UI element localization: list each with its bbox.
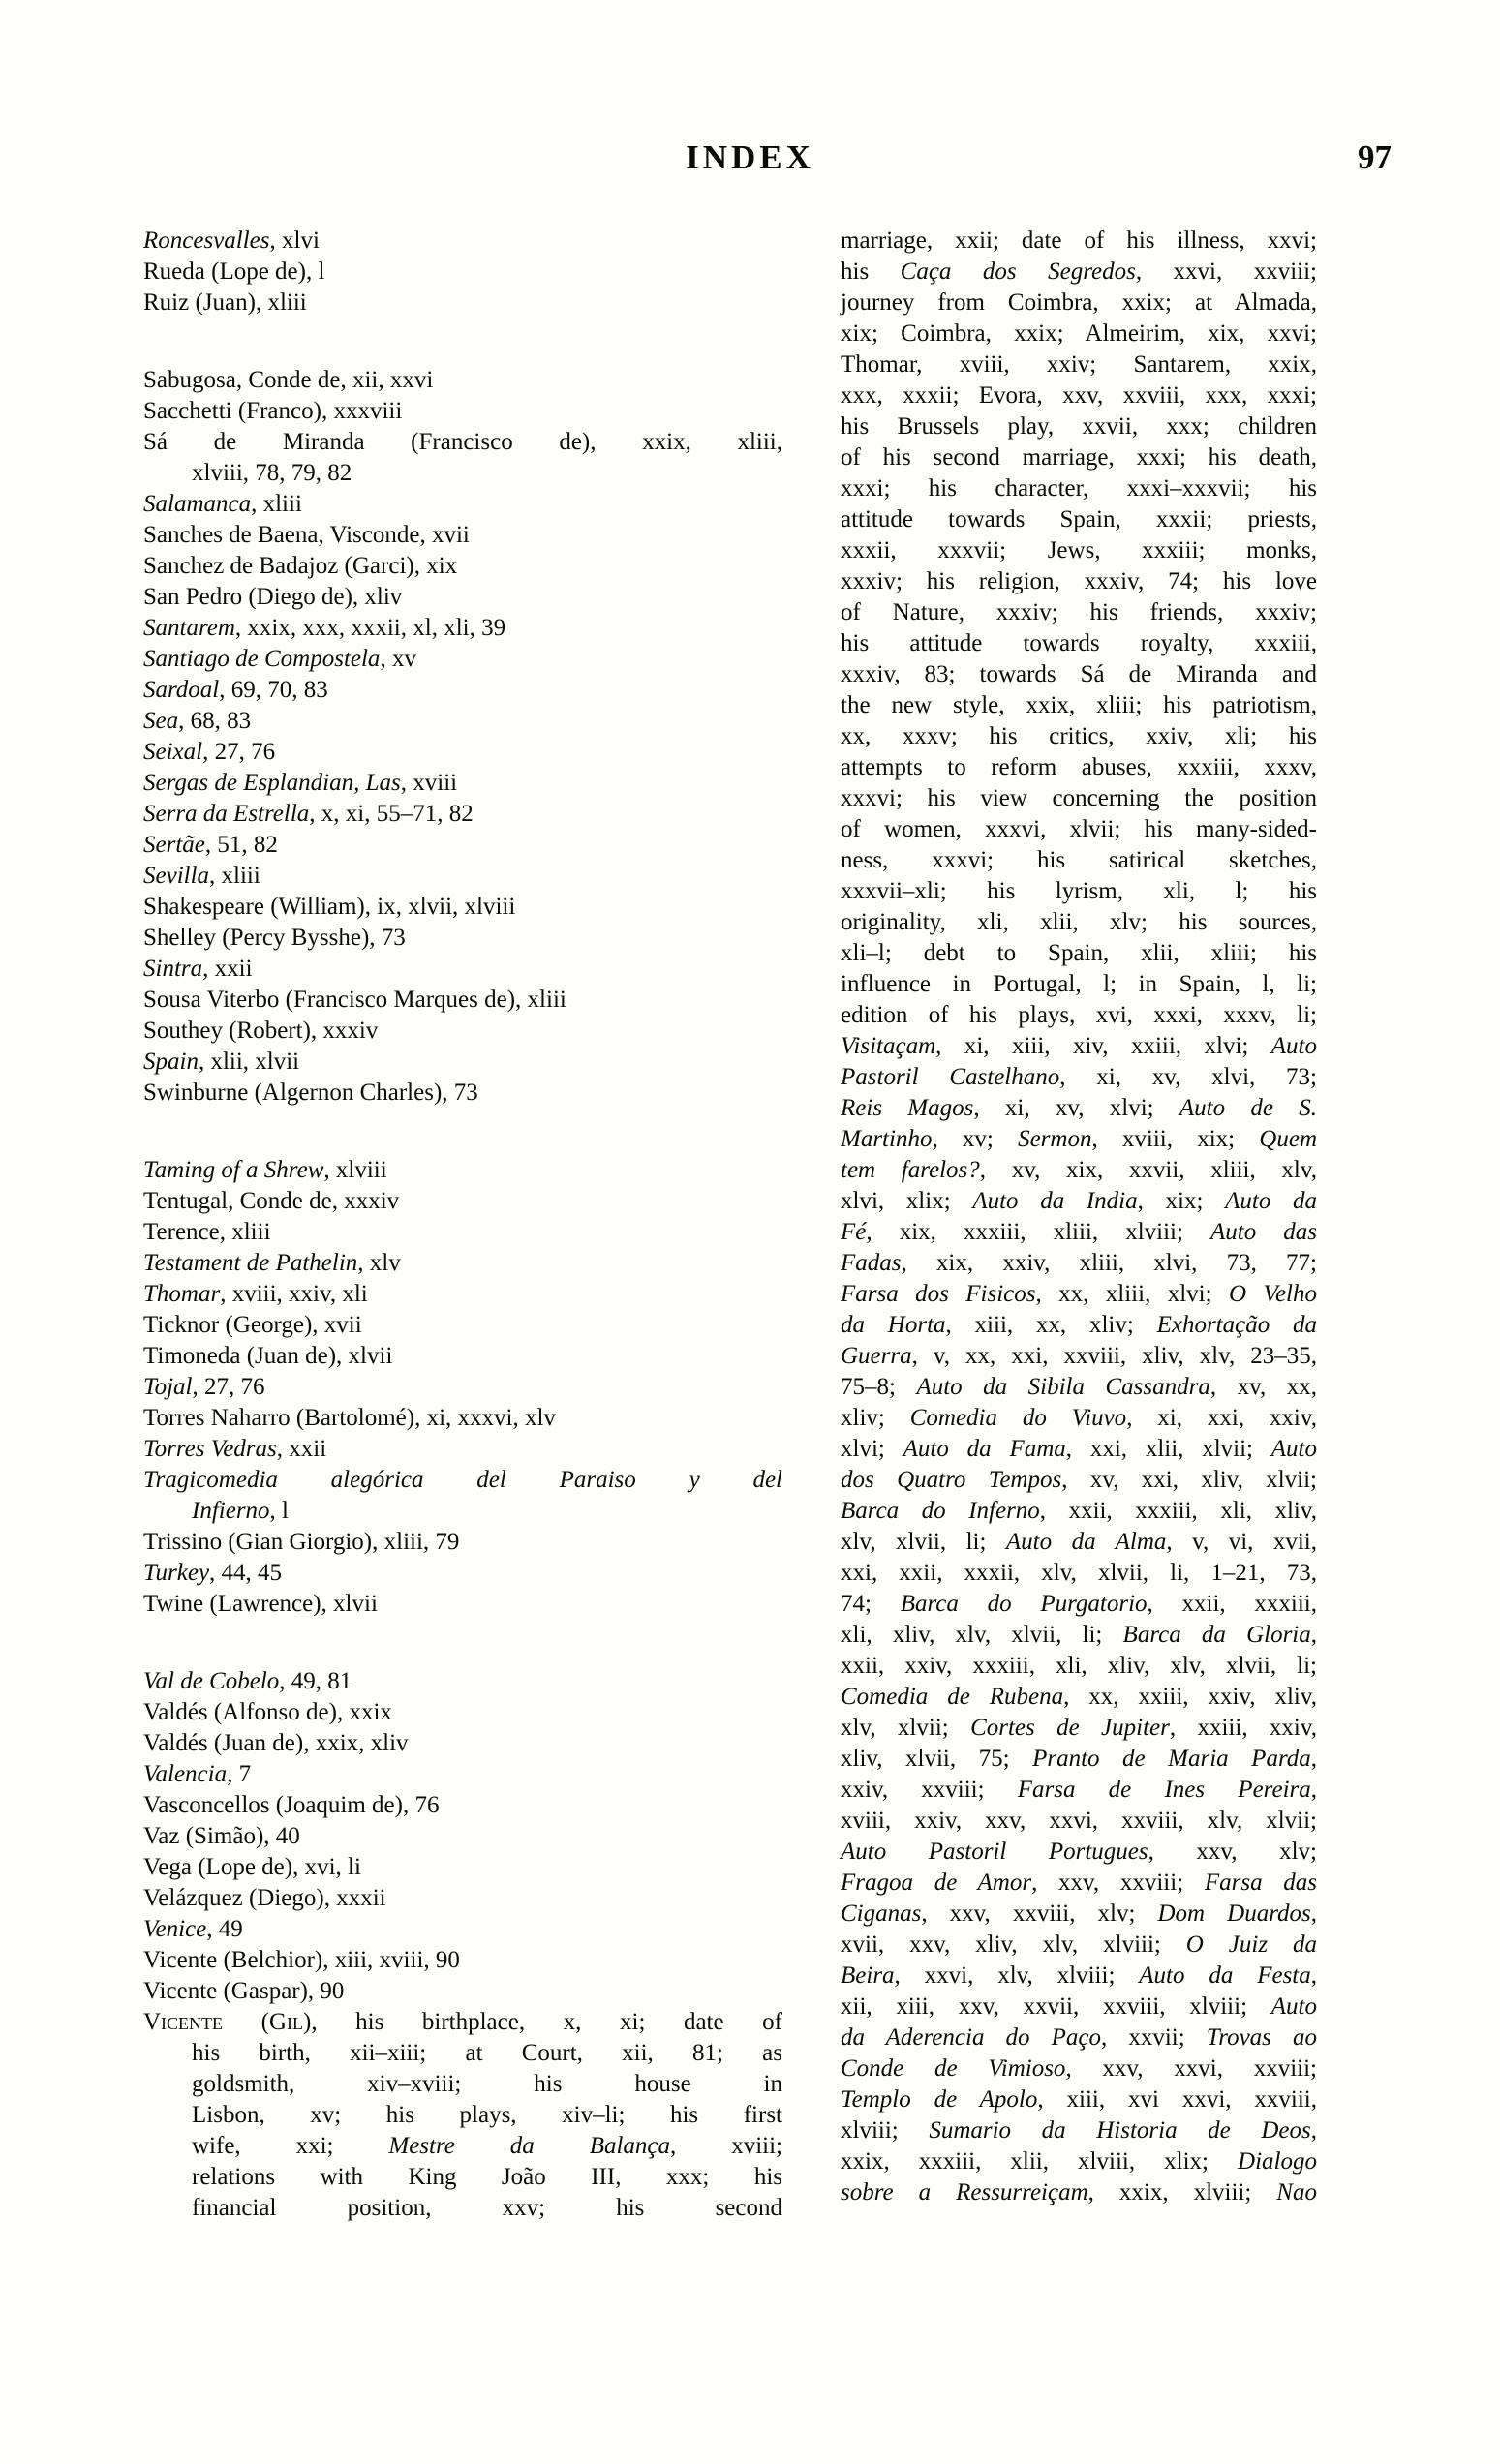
index-line: 74; Barca do Purgatorio, xxii, xxxiii, (841, 1591, 1317, 1617)
index-line: xlv, xlvii; Cortes de Jupiter, xxiii, xxiv, (841, 1715, 1317, 1741)
index-line: Rueda (Lope de), l (143, 259, 325, 285)
index-line: Sá de Miranda (Francisco de), xxix, xliii, (143, 429, 782, 455)
page-number: 97 (1358, 138, 1392, 176)
index-line: Tragicomedia alegórica del Paraiso y del (143, 1467, 782, 1493)
index-line: 75–8; Auto da Sibila Cassandra, xv, xx, (841, 1374, 1317, 1400)
index-line: Fadas, xix, xxiv, xliii, xlvi, 73, 77; (841, 1250, 1317, 1276)
index-line: Sertãe, 51, 82 (143, 832, 278, 858)
index-line: Shakespeare (William), ix, xlvii, xlviii (143, 894, 516, 920)
index-line: goldsmith, xiv–xviii; his house in (192, 2071, 782, 2097)
index-line: Thomar, xviii, xxiv; Santarem, xxix, (841, 351, 1317, 378)
index-line: attempts to reform abuses, xxxiii, xxxv, (841, 754, 1317, 780)
index-line: xlviii; Sumario da Historia de Deos, (841, 2117, 1317, 2144)
index-line: Thomar, xviii, xxiv, xli (143, 1281, 368, 1307)
index-line: Reis Magos, xi, xv, xlvi; Auto de S. (841, 1095, 1317, 1121)
index-line: Vicente (Belchior), xiii, xviii, 90 (143, 1947, 460, 1973)
index-line: San Pedro (Diego de), xliv (143, 584, 403, 610)
index-line: dos Quatro Tempos, xv, xxi, xliv, xlvii; (841, 1467, 1317, 1493)
index-line: Ruiz (Juan), xliii (143, 289, 307, 316)
index-line: Spain, xlii, xlvii (143, 1049, 300, 1075)
index-line: of his second marriage, xxxi; his death, (841, 444, 1317, 471)
index-line: Torres Naharro (Bartolomé), xi, xxxvi, xlv (143, 1405, 556, 1431)
index-section (143, 226, 782, 319)
index-line: xxiv, xxviii; Farsa de Ines Pereira, (841, 1777, 1317, 1803)
index-line: xxii, xxiv, xxxiii, xli, xliv, xlv, xlvii, li; (841, 1653, 1317, 1679)
index-line: xxix, xxxiii, xlii, xlviii, xlix; Dialogo (841, 2148, 1317, 2175)
index-line: Salamanca, xliii (143, 491, 302, 517)
index-line: Conde de Vimioso, xxv, xxvi, xxviii; (841, 2055, 1317, 2082)
index-line: Vicente (Gil), his birthplace, x, xi; date of (143, 2009, 782, 2035)
index-line: xvii, xxv, xliv, xlv, xlviii; O Juiz da (841, 1932, 1318, 1958)
index-line: xxi, xxii, xxxii, xlv, xlvii, li, 1–21, 73, (841, 1560, 1317, 1586)
index-line: Vega (Lope de), xvi, li (143, 1854, 361, 1880)
index-line: edition of his plays, xvi, xxxi, xxxv, li; (841, 1002, 1317, 1028)
index-line: xx, xxxv; his critics, xxiv, xli; his (841, 723, 1317, 749)
index-line: Seixal, 27, 76 (143, 739, 276, 765)
index-line: Sintra, xxii (143, 956, 253, 982)
index-line: Vicente (Gaspar), 90 (143, 1978, 345, 2004)
index-line: Lisbon, xv; his plays, xiv–li; his first (192, 2102, 782, 2128)
index-line: Serra da Estrella, x, xi, 55–71, 82 (143, 801, 474, 827)
index-line: Turkey, 44, 45 (143, 1560, 283, 1586)
index-line: da Horta, xiii, xx, xliv; Exhortação da (841, 1312, 1317, 1338)
index-line: Auto Pastoril Portugues, xxv, xlv; (841, 1839, 1317, 1865)
index-line: xxxvi; his view concerning the position (841, 785, 1317, 811)
index-line: Trissino (Gian Giorgio), xliii, 79 (143, 1529, 460, 1555)
index-line: xliv; Comedia do Viuvo, xi, xxi, xxiv, (841, 1405, 1318, 1431)
index-line: Comedia de Rubena, xx, xxiii, xxiv, xliv, (841, 1684, 1317, 1710)
index-line: xxxii, xxxvii; Jews, xxxiii; monks, (841, 537, 1317, 563)
index-line: attitude towards Spain, xxxii; priests, (841, 506, 1317, 532)
index-line: Twine (Lawrence), xlvii (143, 1591, 378, 1617)
index-line: Southey (Robert), xxxiv (143, 1018, 379, 1044)
index-line: xlviii, 78, 79, 82 (192, 460, 352, 486)
right-column (841, 226, 1317, 2208)
index-line: Infierno, l (192, 1498, 289, 1524)
index-line: Valdés (Alfonso de), xxix (143, 1699, 392, 1725)
index-line: Sardoal, 69, 70, 83 (143, 677, 328, 703)
index-line: Sabugosa, Conde de, xii, xxvi (143, 367, 434, 393)
index-line: xviii, xxiv, xxv, xxvi, xxviii, xlv, xlvii; (841, 1808, 1317, 1834)
index-line: Templo de Apolo, xiii, xvi xxvi, xxviii, (841, 2086, 1317, 2113)
index-line: Sousa Viterbo (Francisco Marques de), xliii (143, 987, 566, 1013)
index-line: originality, xli, xlii, xlv; his sources, (841, 909, 1317, 935)
index-line: Venice, 49 (143, 1916, 243, 1942)
index-line: xliv, xlvii, 75; Pranto de Maria Parda, (841, 1746, 1317, 1772)
index-line: xli, xliv, xlv, xlvii, li; Barca da Gloria, (841, 1622, 1317, 1648)
index-line: Sanches de Baena, Visconde, xvii (143, 522, 470, 548)
index-line: Terence, xliii (143, 1219, 271, 1245)
index-line: Vasconcellos (Joaquim de), 76 (143, 1792, 440, 1818)
index-line: of Nature, xxxiv; his friends, xxxiv; (841, 599, 1317, 625)
index-line: xxxiv, 83; towards Sá de Miranda and (841, 661, 1317, 687)
index-line: his Caça dos Segredos, xxvi, xxviii; (841, 259, 1317, 285)
index-line: xlvi, xlix; Auto da India, xix; Auto da (841, 1188, 1317, 1214)
index-line: financial position, xxv; his second (192, 2195, 782, 2221)
left-column (143, 226, 782, 2224)
index-line: the new style, xxix, xliii; his patriotism, (841, 692, 1317, 718)
index-line: of women, xxxvi, xlvii; his many-sided- (841, 816, 1317, 842)
index-line: Fé, xix, xxxiii, xliii, xlviii; Auto das (841, 1219, 1317, 1245)
index-line: Sanchez de Badajoz (Garci), xix (143, 553, 458, 579)
index-section (143, 365, 782, 1109)
index-line: Testament de Pathelin, xlv (143, 1250, 401, 1276)
index-line: xix; Coimbra, xxix; Almeirim, xix, xxvi; (841, 320, 1317, 347)
index-line: Santiago de Compostela, xv (143, 646, 416, 672)
index-line: relations with King João III, xxx; his (192, 2164, 782, 2190)
index-section (143, 1666, 782, 2224)
index-line: his birth, xii–xiii; at Court, xii, 81; as (192, 2040, 782, 2066)
index-line: xii, xiii, xxv, xxvii, xxviii, xlviii; Auto (841, 1993, 1317, 2020)
index-line: xxxi; his character, xxxi–xxxvii; his (841, 475, 1317, 502)
index-line: Tojal, 27, 76 (143, 1374, 265, 1400)
index-line: Guerra, v, xx, xxi, xxviii, xliv, xlv, 23–35, (841, 1343, 1317, 1369)
index-line: xlv, xlvii, li; Auto da Alma, v, vi, xvii, (841, 1529, 1318, 1555)
index-line: marriage, xxii; date of his illness, xxvi; (841, 228, 1317, 254)
index-line: Ciganas, xxv, xxviii, xlv; Dom Duardos, (841, 1901, 1317, 1927)
index-line: his Brussels play, xxvii, xxx; children (841, 413, 1317, 440)
index-line: wife, xxi; Mestre da Balança, xviii; (192, 2133, 782, 2159)
index-line: Taming of a Shrew, xlviii (143, 1157, 387, 1183)
index-line: journey from Coimbra, xxix; at Almada, (841, 289, 1317, 316)
index-line: Valdés (Juan de), xxix, xliv (143, 1730, 409, 1756)
index-line: Timoneda (Juan de), xlvii (143, 1343, 393, 1369)
index-line: tem farelos?, xv, xix, xxvii, xliii, xlv, (841, 1157, 1317, 1183)
index-line: Barca do Inferno, xxii, xxxiii, xli, xliv, (841, 1498, 1317, 1524)
index-line: xxx, xxxii; Evora, xxv, xxviii, xxx, xxxi; (841, 382, 1317, 409)
index-line: Pastoril Castelhano, xi, xv, xlvi, 73; (841, 1064, 1317, 1090)
index-line: Torres Vedras, xxii (143, 1436, 327, 1462)
index-line: da Aderencia do Paço, xxvii; Trovas ao (841, 2024, 1317, 2051)
index-line: Beira, xxvi, xlv, xlviii; Auto da Festa, (841, 1962, 1318, 1989)
index-line: his attitude towards royalty, xxxiii, (841, 630, 1317, 656)
index-line: influence in Portugal, l; in Spain, l, li; (841, 971, 1317, 997)
index-line: Fragoa de Amor, xxv, xxviii; Farsa das (841, 1870, 1317, 1896)
index-line: Tentugal, Conde de, xxxiv (143, 1188, 400, 1214)
index-line: Farsa dos Fisicos, xx, xliii, xlvi; O Velho (841, 1281, 1317, 1307)
index-line: Sergas de Esplandian, Las, xviii (143, 770, 458, 796)
running-head (0, 138, 1500, 181)
index-line: Visitaçam, xi, xiii, xiv, xxiii, xlvi; Auto (841, 1033, 1317, 1059)
index-line: Velázquez (Diego), xxxii (143, 1885, 386, 1911)
index-line: xlvi; Auto da Fama, xxi, xlii, xlvii; Auto (841, 1436, 1317, 1462)
index-line: Valencia, 7 (143, 1761, 252, 1787)
index-line: Santarem, xxix, xxx, xxxii, xl, xli, 39 (143, 615, 506, 641)
index-line: Sea, 68, 83 (143, 708, 252, 734)
index-line: Ticknor (George), xvii (143, 1312, 362, 1338)
index-line: xxxiv; his religion, xxxiv, 74; his love (841, 568, 1317, 594)
index-line: Swinburne (Algernon Charles), 73 (143, 1080, 478, 1106)
index-line: Martinho, xv; Sermon, xviii, xix; Quem (841, 1126, 1318, 1152)
index-line: Val de Cobelo, 49, 81 (143, 1668, 352, 1694)
index-line: Vaz (Simão), 40 (143, 1823, 300, 1849)
index-line: xli–l; debt to Spain, xlii, xliii; his (841, 940, 1317, 966)
index-section (143, 1155, 782, 1620)
index-line: Roncesvalles, xlvi (143, 228, 320, 254)
index-line: Shelley (Percy Bysshe), 73 (143, 925, 406, 951)
page-title: INDEX (686, 138, 814, 176)
index-line: xxxvii–xli; his lyrism, xli, l; his (841, 878, 1317, 904)
index-line: Sevilla, xliii (143, 863, 260, 889)
index-line: Sacchetti (Franco), xxxviii (143, 398, 403, 424)
index-line: ness, xxxvi; his satirical sketches, (841, 847, 1317, 873)
index-line: sobre a Ressurreiçam, xxix, xlviii; Nao (841, 2179, 1317, 2205)
